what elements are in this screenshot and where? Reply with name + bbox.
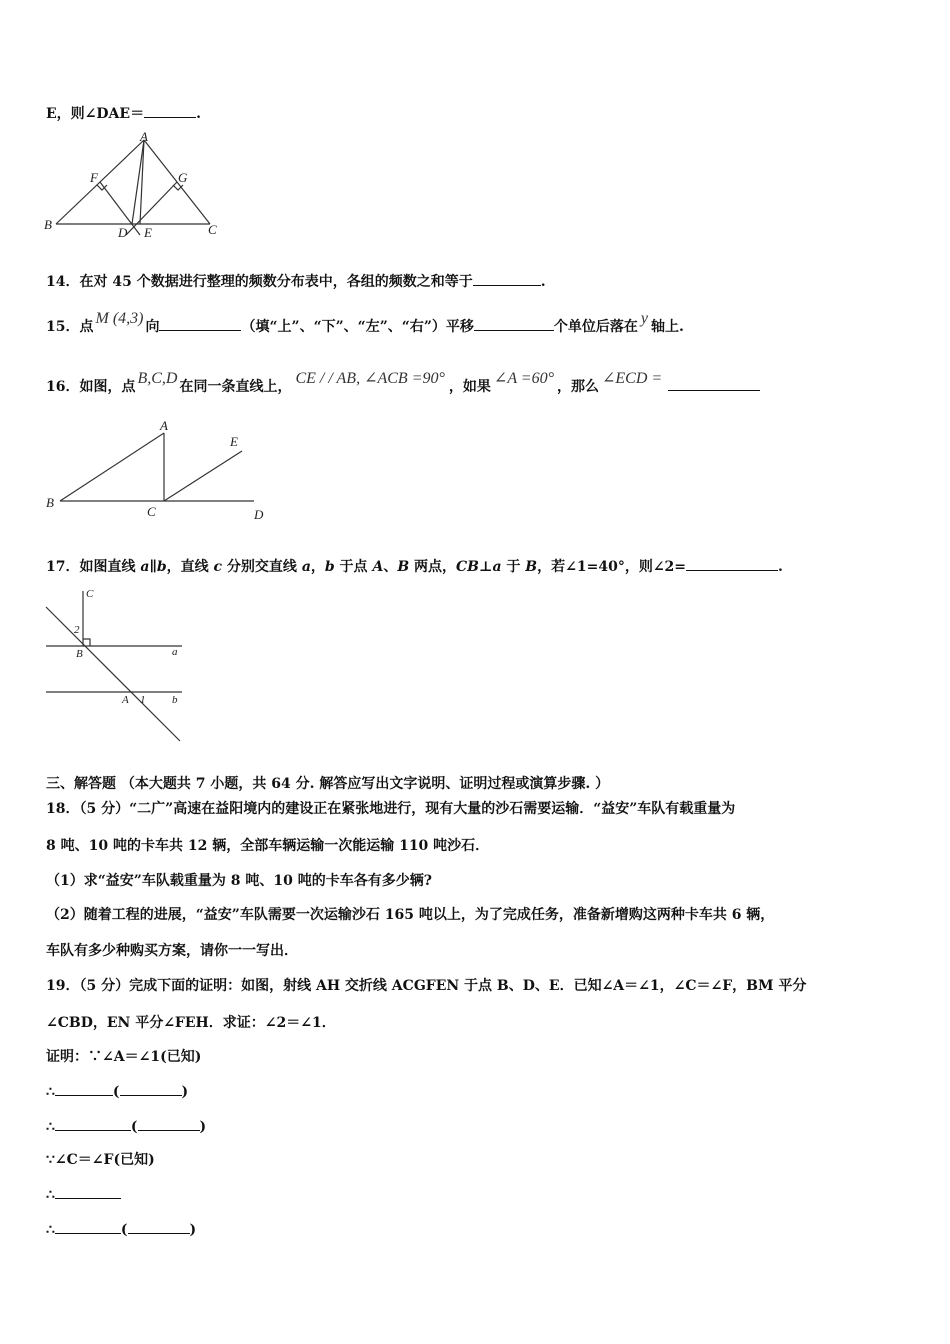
q19-proof-step-4	[46, 1184, 121, 1205]
q18-line-5: 车队有多少种购买方案，请你一一写出．	[46, 943, 298, 959]
q17-part: 于点	[334, 559, 373, 575]
q17-text	[46, 556, 783, 577]
q17-var: c	[213, 559, 223, 575]
because-symbol: ∵	[46, 1152, 55, 1168]
fig16-label-D: D	[254, 507, 264, 522]
fig13-label-B: B	[44, 217, 52, 232]
q16-math-points: B,C,D	[137, 370, 178, 387]
fig16-label-C: C	[147, 504, 156, 519]
q17-var: b	[324, 559, 335, 575]
section-3-heading: 三、解答题 （本大题共 7 小题，共 64 分. 解答应写出文字说明、证明过程或演算步骤. ）	[46, 776, 610, 792]
q17-part: ∥	[149, 559, 157, 575]
q13-text	[46, 103, 201, 124]
q16-answer-blank[interactable]	[668, 376, 760, 391]
fig13-label-F: F	[90, 170, 98, 185]
fig13-label-D: D	[118, 225, 128, 240]
q16-mid2: ，如果	[448, 379, 491, 395]
fig16-label-A: A	[160, 418, 168, 433]
paren-open: (	[120, 1222, 128, 1238]
q15-math-point: M (4,3)	[95, 310, 144, 327]
q15-mid3: 个单位后落在	[553, 319, 638, 335]
q16-mid1: 在同一条直线上，	[179, 379, 292, 395]
figure-13-triangle	[40, 130, 230, 242]
q19-step4-blank[interactable]	[55, 1184, 121, 1199]
q17-var: A	[372, 559, 384, 575]
q13-prefix: E，则∠DAE＝	[46, 106, 145, 122]
q18-part-1: （1）求“益安”车队载重量为 8 吨、10 吨的卡车各有多少辆?	[46, 873, 432, 889]
fig16-label-E: E	[230, 434, 238, 449]
q17-part: ，直线	[166, 559, 214, 575]
q16-math-ask: ∠ECD =	[602, 370, 663, 387]
q19-proof-step-2	[46, 1116, 206, 1137]
fig17-label-A: A	[122, 694, 129, 706]
q19-given-c-f: ∠C＝∠F(已知)	[54, 1152, 155, 1168]
q14-suffix: .	[540, 274, 546, 290]
q17-var: B	[397, 559, 410, 575]
q17-part: 两点，	[409, 559, 457, 575]
q19-step1-blank[interactable]	[55, 1081, 113, 1096]
q17-answer-blank[interactable]	[686, 556, 778, 571]
q15-units-blank[interactable]	[474, 316, 554, 331]
q14-answer-blank[interactable]	[473, 271, 541, 286]
q19-proof-start: 证明：∵∠A＝∠1(已知)	[46, 1049, 202, 1065]
q14-stem: 14．在对 45 个数据进行整理的频数分布表中，各组的频数之和等于	[46, 274, 473, 290]
paren-open: (	[112, 1084, 120, 1100]
fig17-label-1: 1	[140, 694, 146, 706]
q19-line-1: 19．（5 分）完成下面的证明：如图，射线 AH 交折线 ACGFEN 于点 B、D、E．已知∠A＝∠1，∠C＝∠F，BM 平分	[46, 978, 807, 994]
q17-var: b	[156, 559, 167, 575]
q15-mid2: （填“上”、“下”、“左”、“右”）平移	[241, 319, 474, 335]
q17-var: a	[301, 559, 311, 575]
q15-text	[46, 310, 684, 337]
fig17-label-C: C	[86, 588, 94, 600]
paren-open: (	[130, 1119, 138, 1135]
q16-prefix: 16．如图，点	[46, 379, 136, 395]
q15-math-axis: y	[640, 310, 648, 327]
fig13-label-E: E	[144, 225, 152, 240]
paren-close: )	[199, 1119, 207, 1135]
q17-var: B	[525, 559, 538, 575]
q16-mid3: ，那么	[557, 379, 599, 395]
q19-step2-reason-blank[interactable]	[138, 1116, 200, 1131]
q14-text	[46, 271, 546, 292]
q15-prefix: 15．点	[46, 319, 94, 335]
q19-proof-step-5	[46, 1219, 196, 1240]
q17-var: a	[492, 559, 502, 575]
q19-step1-reason-blank[interactable]	[120, 1081, 182, 1096]
q17-part: 分别交直线	[222, 559, 302, 575]
q13-answer-blank[interactable]	[144, 103, 196, 118]
paren-close: )	[181, 1084, 189, 1100]
figure-17-parallel-lines	[40, 583, 190, 745]
q19-proof-step-3	[46, 1150, 155, 1170]
paren-close: )	[189, 1222, 197, 1238]
fig17-label-2: 2	[74, 624, 80, 636]
fig16-label-B: B	[46, 495, 54, 510]
fig17-label-b: b	[172, 694, 178, 706]
q17-part: 、	[383, 559, 398, 575]
q17-part: 17．如图直线	[46, 559, 141, 575]
q19-step5-reason-blank[interactable]	[128, 1219, 190, 1234]
q19-proof-step-1	[46, 1081, 188, 1102]
q18-part-2: （2）随着工程的进展，“益安”车队需要一次运输沙石 165 吨以上，为了完成任务，准备新增购这两种卡车共 6 辆，	[46, 907, 775, 923]
therefore-symbol: ∴	[46, 1119, 55, 1135]
fig17-label-a: a	[172, 646, 178, 658]
fig13-label-C: C	[208, 222, 217, 237]
q18-line-2: 8 吨、10 吨的卡车共 12 辆，全部车辆运输一次能运输 110 吨沙石．	[46, 838, 490, 854]
q16-math-angle: ∠A =60°	[493, 370, 554, 387]
q17-suffix: .	[778, 559, 783, 575]
q16-math-condition: CE / / AB, ∠ACB =90°	[295, 370, 445, 387]
q19-step5-blank[interactable]	[55, 1219, 121, 1234]
q17-var: a	[140, 559, 150, 575]
q19-step2-blank[interactable]	[55, 1116, 131, 1131]
therefore-symbol: ∴	[46, 1222, 55, 1238]
q17-part: ，	[310, 559, 325, 575]
q15-mid1: 向	[145, 319, 160, 335]
q17-part: ⊥	[479, 559, 493, 575]
q15-suffix: 轴上.	[651, 319, 684, 335]
therefore-symbol: ∴	[46, 1084, 55, 1100]
q17-part: ，若∠1=40°，则∠2=	[537, 559, 687, 575]
q18-line-1: 18．（5 分）“二广”高速在益阳境内的建设正在紧张地进行，现有大量的沙石需要运输．“益安”车队有载重量为	[46, 801, 736, 817]
q15-direction-blank[interactable]	[159, 316, 241, 331]
fig17-label-B: B	[76, 648, 83, 660]
figure-16-lines	[40, 415, 280, 527]
fig13-label-G: G	[178, 170, 188, 185]
q17-part: 于	[501, 559, 526, 575]
q19-line-2: ∠CBD，EN 平分∠FEH．求证：∠2＝∠1．	[46, 1015, 336, 1031]
q13-suffix: .	[196, 106, 201, 122]
q16-text	[46, 370, 760, 397]
therefore-symbol: ∴	[46, 1187, 55, 1203]
q17-var: CB	[456, 559, 480, 575]
fig13-label-A: A	[140, 130, 148, 144]
